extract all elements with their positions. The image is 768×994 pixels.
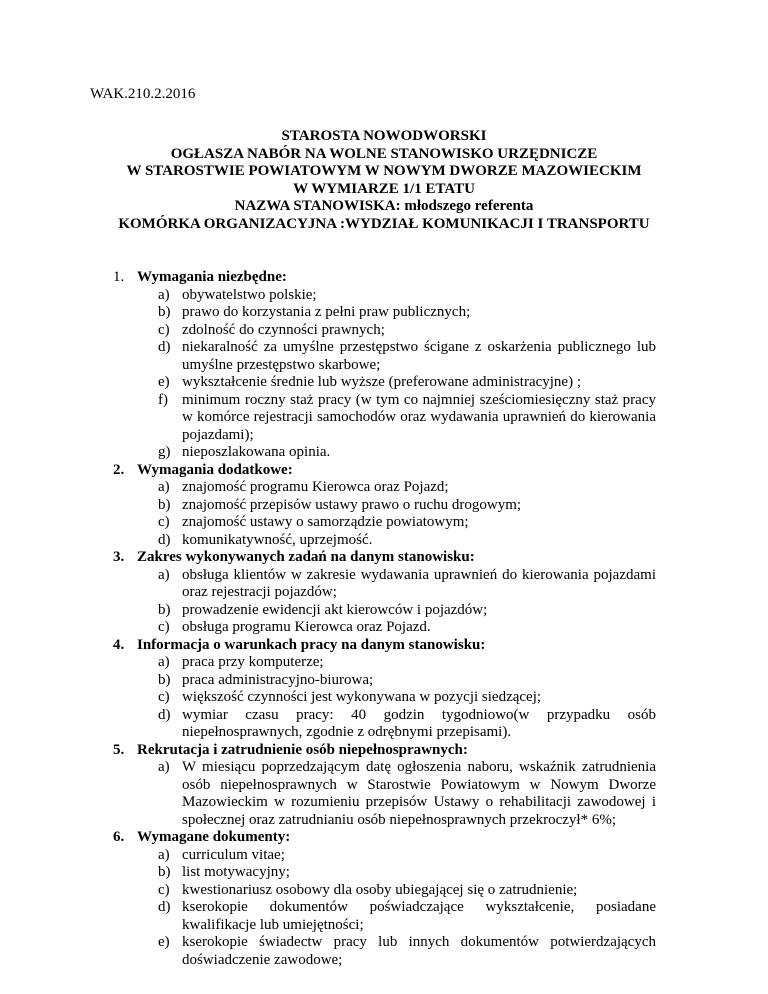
section-items bbox=[0, 567, 768, 637]
item-text: W miesiącu poprzedzającym datę ogłoszenia naboru, wskaźnik zatrudnienia osób niepełnosprawnych w Starostwie Powiatowym w Nowym Dworze Mazowieckim w rozumieniu przepisów Ustawy o rehabilitacji zawodowej i społecznej oraz zatrudnianiu osób niepełnosprawnych przekroczył* 6%; bbox=[182, 759, 656, 828]
item-text: znajomość programu Kierowca oraz Pojazd; bbox=[182, 479, 449, 495]
item-letter: c) bbox=[158, 881, 170, 898]
item-text: praca przy komputerze; bbox=[182, 654, 324, 670]
item-letter: a) bbox=[158, 286, 170, 303]
item-letter: a) bbox=[158, 566, 170, 583]
item-text: kwestionariusz osobowy dla osoby ubiegającej się o zatrudnienie; bbox=[182, 881, 578, 898]
section-title: Informacja o warunkach pracy na danym stanowisku: bbox=[137, 636, 486, 653]
list-item bbox=[158, 899, 656, 934]
item-text: znajomość ustawy o samorządzie powiatowym; bbox=[182, 514, 469, 530]
header-line: W WYMIARZE 1/1 ETATU bbox=[293, 180, 475, 197]
section-5 bbox=[0, 742, 768, 830]
section-number: 1. bbox=[113, 269, 125, 285]
item-text: prowadzenie ewidencji akt kierowców i pojazdów; bbox=[182, 601, 488, 618]
item-text: nieposzlakowana opinia. bbox=[182, 444, 331, 460]
section-items bbox=[0, 847, 768, 970]
section-number: 3. bbox=[113, 549, 125, 565]
item-text: wykształcenie średnie lub wyższe (preferowane administracyjne) ; bbox=[182, 374, 581, 390]
item-letter: a) bbox=[158, 846, 170, 863]
list-item bbox=[158, 374, 656, 392]
item-text: większość czynności jest wykonywana w pozycji siedzącej; bbox=[182, 689, 542, 705]
section-title: Zakres wykonywanych zadań na danym stanowisku: bbox=[137, 549, 475, 565]
item-letter: b) bbox=[158, 304, 171, 320]
item-text: minimum roczny staż pracy (w tym co najmniej sześciomiesięczny staż pracy w komórce rejestracji samochodów oraz wydawania uprawnień do kierowania pojazdami); bbox=[182, 391, 656, 443]
list-item bbox=[158, 846, 656, 865]
item-letter: b) bbox=[158, 496, 171, 513]
item-text: obsługa klientów w zakresie wydawania uprawnień do kierowania pojazdami oraz rejestracji pojazdów; bbox=[182, 566, 656, 600]
item-letter: d) bbox=[158, 899, 171, 915]
list-item bbox=[158, 496, 656, 515]
section-6 bbox=[0, 829, 768, 969]
list-item bbox=[158, 759, 656, 829]
section-title: Rekrutacja i zatrudnienie osób niepełnosprawnych: bbox=[137, 741, 468, 758]
item-letter: c) bbox=[158, 321, 170, 338]
list-item bbox=[158, 304, 656, 322]
list-item bbox=[158, 339, 656, 374]
list-item bbox=[158, 864, 656, 882]
section-4 bbox=[0, 637, 768, 742]
item-text: kserokopie dokumentów poświadczające wykształcenie, posiadane kwalifikacje lub umiejętności; bbox=[182, 899, 656, 933]
item-letter: c) bbox=[158, 619, 170, 635]
item-text: komunikatywność, uprzejmość. bbox=[182, 531, 373, 548]
item-text: curriculum vitae; bbox=[182, 846, 285, 863]
list-item bbox=[158, 706, 656, 742]
list-item bbox=[158, 671, 656, 690]
list-item bbox=[158, 566, 656, 602]
item-letter: g) bbox=[158, 444, 171, 460]
reference-number: WAK.210.2.2016 bbox=[90, 86, 196, 102]
item-letter: a) bbox=[158, 479, 170, 495]
section-items bbox=[0, 759, 768, 829]
item-letter: b) bbox=[158, 601, 171, 618]
item-text: praca administracyjno-biurowa; bbox=[182, 671, 374, 688]
item-text: prawo do korzystania z pełni praw publicznych; bbox=[182, 304, 471, 320]
item-letter: f) bbox=[158, 391, 168, 408]
item-letter: b) bbox=[158, 864, 171, 880]
list-item bbox=[158, 654, 656, 672]
announcement-header bbox=[60, 128, 708, 233]
item-letter: b) bbox=[158, 671, 171, 688]
list-item bbox=[158, 286, 656, 305]
item-text: niekaralność za umyślne przestępstwo ścigane z oskarżenia publicznego lub umyślne przestępstwo skarbowe; bbox=[182, 339, 656, 373]
item-text: kserokopie świadectw pracy lub innych dokumentów potwierdzających doświadczenie zawodowe; bbox=[182, 934, 656, 968]
list-item bbox=[158, 391, 656, 445]
list-item bbox=[158, 934, 656, 969]
section-items bbox=[0, 654, 768, 742]
section-number: 2. bbox=[113, 461, 125, 478]
section-2 bbox=[0, 462, 768, 550]
header-line: OGŁASZA NABÓR NA WOLNE STANOWISKO URZĘDNICZE bbox=[170, 145, 598, 162]
item-text: znajomość przepisów ustawy prawo o ruchu drogowym; bbox=[182, 496, 522, 513]
header-line: STAROSTA NOWODWORSKI bbox=[281, 128, 487, 144]
item-letter: a) bbox=[158, 654, 170, 670]
list-item bbox=[158, 321, 656, 340]
item-text: obywatelstwo polskie; bbox=[182, 286, 317, 303]
section-title: Wymagane dokumenty: bbox=[137, 829, 291, 845]
section-title: Wymagania dodatkowe: bbox=[137, 461, 293, 478]
item-letter: c) bbox=[158, 514, 170, 530]
section-items bbox=[0, 479, 768, 549]
item-letter: a) bbox=[158, 759, 170, 775]
header-line: NAZWA STANOWISKA: młodszego referenta bbox=[234, 198, 534, 214]
list-item bbox=[158, 444, 656, 462]
section-title: Wymagania niezbędne: bbox=[137, 269, 287, 285]
item-letter: c) bbox=[158, 689, 170, 705]
list-item bbox=[158, 514, 656, 532]
list-item bbox=[158, 689, 656, 707]
item-letter: e) bbox=[158, 934, 170, 950]
section-1 bbox=[0, 269, 768, 462]
item-letter: e) bbox=[158, 374, 170, 390]
item-text: list motywacyjny; bbox=[182, 864, 290, 880]
section-number: 6. bbox=[113, 829, 125, 845]
item-text: wymiar czasu pracy: 40 godzin tygodniowo(w przypadku osób niepełnosprawnych, zgodnie z odrębnymi przepisami). bbox=[182, 706, 656, 740]
section-number: 5. bbox=[113, 741, 125, 758]
item-letter: d) bbox=[158, 706, 171, 723]
header-line: W STAROSTWIE POWIATOWYM W NOWYM DWORZE MAZOWIECKIM bbox=[126, 163, 642, 179]
item-letter: d) bbox=[158, 339, 171, 355]
list-item bbox=[158, 479, 656, 497]
section-items bbox=[0, 287, 768, 462]
header-line: KOMÓRKA ORGANIZACYJNA :WYDZIAŁ KOMUNIKACJI I TRANSPORTU bbox=[118, 215, 650, 232]
item-text: obsługa programu Kierowca oraz Pojazd. bbox=[182, 619, 431, 635]
section-number: 4. bbox=[113, 636, 125, 653]
list-item bbox=[158, 619, 656, 637]
list-item bbox=[158, 531, 656, 550]
item-text: zdolność do czynności prawnych; bbox=[182, 321, 385, 338]
sections-list bbox=[0, 269, 768, 969]
section-3 bbox=[0, 549, 768, 637]
item-letter: d) bbox=[158, 531, 171, 548]
list-item bbox=[158, 881, 656, 900]
list-item bbox=[158, 601, 656, 620]
